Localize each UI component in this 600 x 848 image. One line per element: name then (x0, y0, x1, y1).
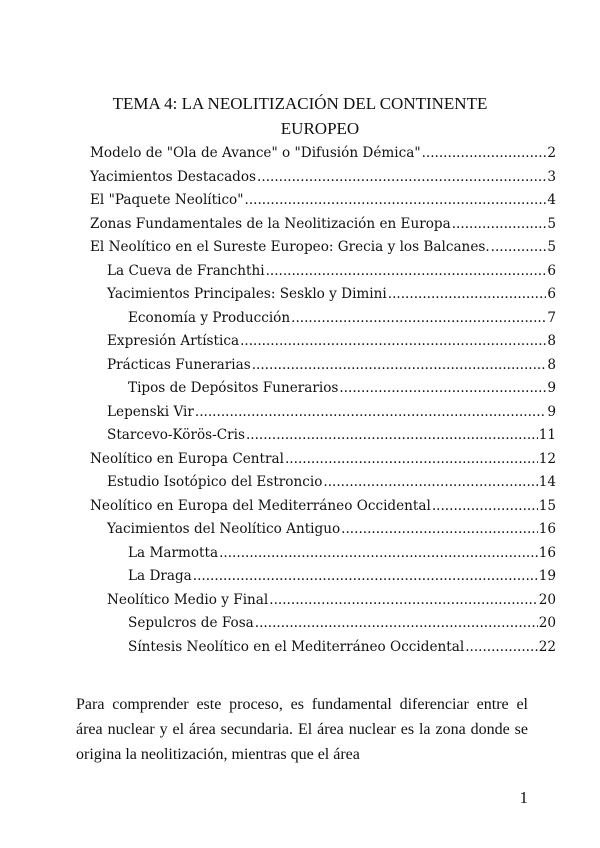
toc-entry-page: 5 (547, 215, 556, 232)
toc-entry-label: Neolítico Medio y Final (107, 591, 269, 608)
toc-dot-leader (491, 239, 547, 255)
toc-entry-label: Economía y Producción (128, 309, 291, 326)
toc-dot-leader (285, 451, 538, 467)
toc-entry[interactable] (107, 333, 556, 356)
toc-entry[interactable] (107, 521, 556, 544)
toc-dot-leader (240, 333, 546, 349)
toc-dot-leader (269, 592, 537, 608)
toc-entry[interactable] (90, 169, 556, 192)
toc-dot-leader (291, 310, 546, 326)
toc-entry-page: 22 (538, 638, 556, 655)
toc-dot-leader (323, 474, 537, 490)
toc-entry[interactable] (128, 380, 556, 403)
toc-entry-page: 9 (547, 403, 556, 420)
toc-entry[interactable] (107, 263, 556, 286)
toc-dot-leader (257, 169, 546, 185)
toc-entry-page: 7 (547, 309, 556, 326)
toc-entry-label: Sepulcros de Fosa (128, 615, 254, 631)
toc-entry-page: 16 (538, 521, 556, 537)
toc-entry-label: La Draga (128, 568, 192, 584)
toc-entry-page: 8 (547, 356, 556, 373)
toc-entry-page: 20 (538, 615, 556, 631)
toc-entry-label: El "Paquete Neolítico" (90, 192, 244, 208)
toc-entry-label: La Marmotta (128, 544, 219, 561)
toc-entry-label: Expresión Artística (107, 333, 240, 349)
toc-entry[interactable] (90, 451, 556, 474)
toc-dot-leader (465, 639, 538, 655)
toc-entry-page: 4 (547, 192, 556, 208)
toc-entry-label: Tipos de Depósitos Funerarios (128, 380, 339, 396)
toc-entry[interactable] (107, 404, 556, 427)
toc-entry-page: 8 (547, 333, 556, 349)
toc-entry-page: 12 (538, 450, 556, 467)
toc-entry-label: Lepenski Vir (107, 403, 194, 420)
toc-entry-label: Modelo de "Ola de Avance" o "Difusión Démica" (90, 145, 421, 161)
document-title-line-2: EUROPEO (280, 119, 360, 138)
toc-dot-leader (388, 286, 547, 302)
toc-entry-label: Síntesis Neolítico en el Mediterráneo Occidental (128, 638, 465, 655)
toc-dot-leader (432, 498, 538, 514)
toc-entry[interactable] (107, 474, 556, 497)
toc-entry-page: 2 (547, 145, 556, 161)
toc-entry-page: 20 (538, 591, 556, 608)
toc-entry[interactable] (128, 545, 556, 568)
toc-entry-page: 16 (538, 544, 556, 561)
page-number: 1 (519, 788, 528, 807)
toc-entry[interactable] (128, 310, 556, 333)
toc-entry[interactable] (107, 427, 556, 450)
toc-entry-label: Neolítico en Europa del Mediterráneo Occidental (90, 497, 431, 514)
document-title-line-1: TEMA 4: LA NEOLITIZACIÓN DEL CONTINENTE (112, 94, 488, 113)
toc-entry[interactable] (107, 357, 556, 380)
toc-dot-leader (245, 192, 547, 208)
toc-dot-leader (266, 263, 547, 279)
toc-dot-leader (422, 145, 547, 161)
toc-dot-leader (219, 545, 538, 561)
toc-entry-label: Yacimientos del Neolítico Antiguo (107, 521, 341, 537)
toc-entry-page: 3 (547, 168, 556, 185)
toc-dot-leader (341, 521, 538, 537)
toc-entry-label: Yacimientos Principales: Sesklo y Dimini (107, 286, 387, 302)
toc-entry[interactable] (90, 145, 556, 168)
toc-entry[interactable] (90, 239, 556, 262)
toc-entry-label: El Neolítico en el Sureste Europeo: Grecia y los Balcanes. (90, 239, 490, 255)
toc-entry-label: Neolítico en Europa Central (90, 450, 284, 467)
toc-entry-page: 6 (547, 286, 556, 302)
toc-entry-page: 9 (547, 380, 556, 396)
toc-entry-label: Yacimientos Destacados (90, 168, 257, 185)
toc-dot-leader (193, 568, 538, 584)
toc-dot-leader (339, 380, 546, 396)
toc-entry-label: La Cueva de Franchthi (107, 262, 265, 279)
toc-entry-label: Zonas Fundamentales de la Neolitización en Europa (90, 215, 451, 232)
toc-dot-leader (252, 357, 547, 373)
toc-entry-label: Estudio Isotópico del Estroncio (107, 474, 323, 490)
toc-entry[interactable] (107, 592, 556, 615)
toc-entry[interactable] (107, 286, 556, 309)
toc-entry-page: 19 (538, 568, 556, 584)
toc-entry[interactable] (90, 216, 556, 239)
toc-entry[interactable] (128, 568, 556, 591)
toc-entry-page: 5 (547, 239, 556, 255)
toc-dot-leader (255, 615, 538, 631)
toc-entry-label: Prácticas Funerarias (107, 356, 251, 373)
toc-dot-leader (246, 427, 538, 443)
toc-entry-page: 15 (538, 497, 556, 514)
body-paragraph: Para comprender este proceso, es fundamental diferenciar entre el área nuclear y el área secundaria. El área nuclear es la zona donde se origina la neolitización, mientras que el área (76, 696, 528, 763)
toc-entry[interactable] (128, 639, 556, 662)
toc-dot-leader (195, 404, 546, 420)
toc-entry-label: Starcevo-Körös-Cris (107, 427, 245, 443)
toc-entry-page: 6 (547, 262, 556, 279)
toc-entry[interactable] (128, 615, 556, 638)
toc-entry-page: 11 (538, 427, 556, 443)
toc-entry[interactable] (90, 498, 556, 521)
toc-entry[interactable] (90, 192, 556, 215)
toc-dot-leader (452, 216, 547, 232)
toc-entry-page: 14 (538, 474, 556, 490)
